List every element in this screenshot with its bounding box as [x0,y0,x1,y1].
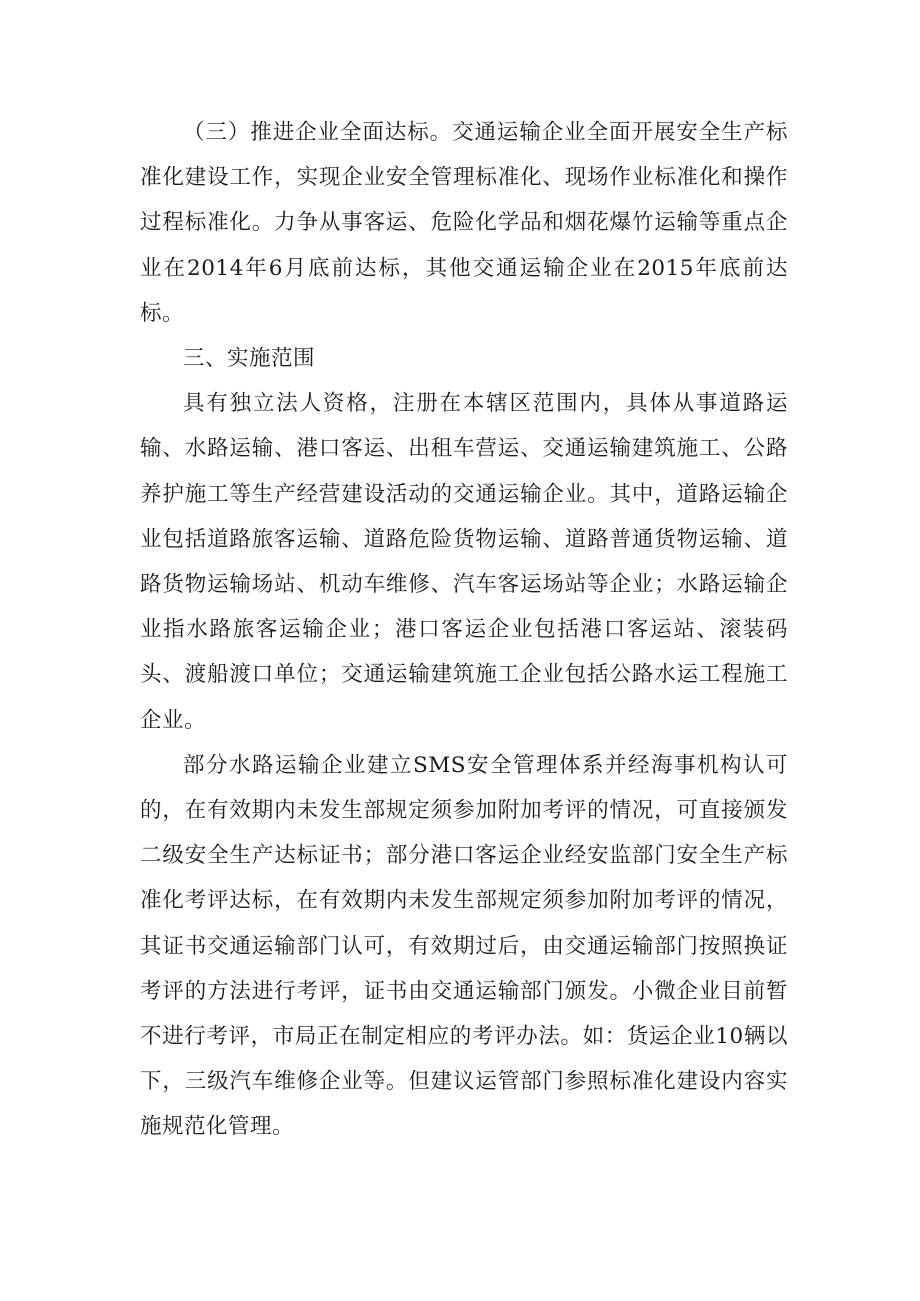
paragraph-scope-definition: 具有独立法人资格，注册在本辖区范围内，具体从事道路运输、水路运输、港口客运、出租车营运、交通运输建筑施工、公路养护施工等生产经营建设活动的交通运输企业。其中，道路运输企业包括道路旅客运输、道路危险货物运输、道路普通货物运输、道路货物运输场站、机动车维修、汽车客运场站等企业；水路运输企业指水路旅客运输企业；港口客运企业包括港口客运站、滚装码头、渡船渡口单位；交通运输建筑施工企业包括公路水运工程施工企业。 [140,391,788,733]
section-heading-scope: 三、实施范围 [183,346,316,372]
document-body [140,110,788,1150]
paragraph-certification-rules: 部分水路运输企业建立SMS安全管理体系并经海事机构认可的，在有效期内未发生部规定须参加附加考评的情况，可直接颁发二级安全生产达标证书；部分港口客运企业经安监部门安全生产标准化考评达标，在有效期内未发生部规定须参加附加考评的情况，其证书交通运输部门认可，有效期过后，由交通运输部门按照换证考评的方法进行考评，证书由交通运输部门颁发。小微企业目前暂不进行考评，市局正在制定相应的考评办法。如：货运企业10辆以下，三级汽车维修企业等。但建议运管部门参照标准化建设内容实施规范化管理。 [140,752,788,1140]
paragraph-enterprise-compliance: （三）推进企业全面达标。交通运输企业全面开展安全生产标准化建设工作，实现企业安全管理标准化、现场作业标准化和操作过程标准化。力争从事客运、危险化学品和烟花爆竹运输等重点企业在2014年6月底前达标，其他交通运输企业在2015年底前达标。 [140,120,788,326]
